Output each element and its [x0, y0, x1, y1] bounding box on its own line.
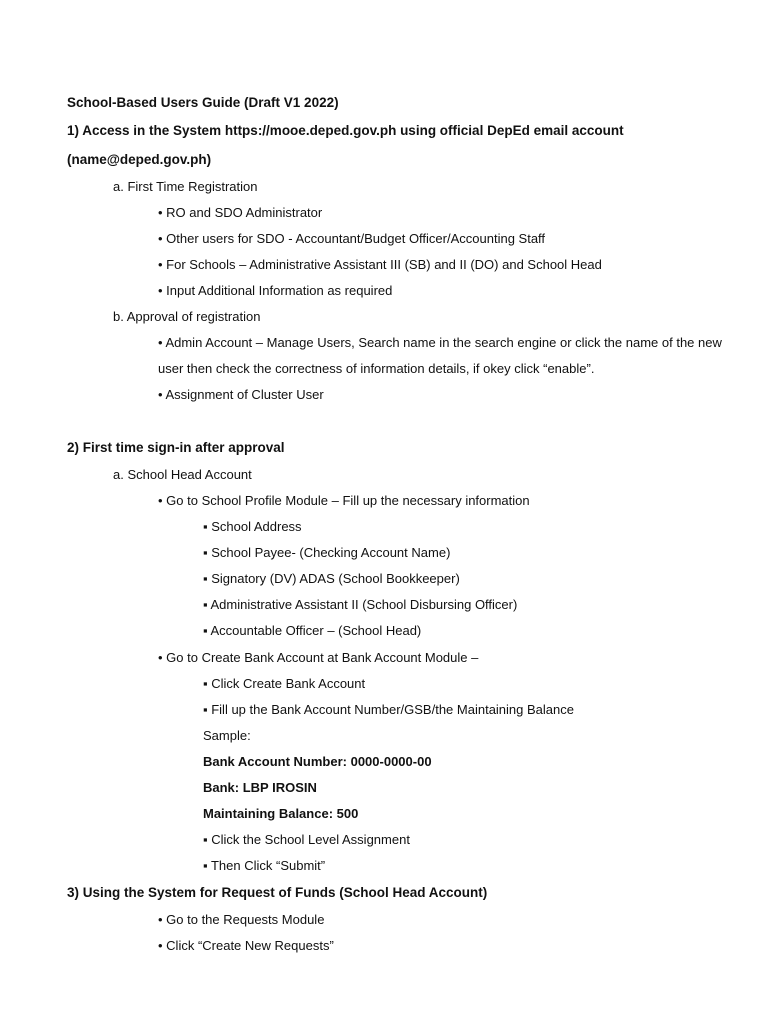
sample-line: Bank: LBP IROSIN — [203, 780, 317, 795]
first-time-registration-label: a. First Time Registration — [113, 179, 258, 194]
list-item: • RO and SDO Administrator — [158, 205, 323, 220]
list-item: • Other users for SDO - Accountant/Budget Officer/Accounting Staff — [158, 231, 546, 246]
list-item: • Go to School Profile Module – Fill up the necessary information — [158, 493, 530, 508]
sample-line: Bank Account Number: 0000-0000-00 — [203, 754, 432, 769]
document-title: School-Based Users Guide (Draft V1 2022) — [67, 95, 339, 110]
approval-registration-label: b. Approval of registration — [113, 309, 261, 324]
sub-list-item: ▪ Administrative Assistant II (School Disbursing Officer) — [203, 597, 518, 612]
sample-label: Sample: — [203, 728, 251, 743]
section-3-heading: 3) Using the System for Request of Funds (School Head Account) — [67, 885, 488, 900]
sub-list-item: ▪ Click the School Level Assignment — [203, 832, 410, 847]
list-item: • Admin Account – Manage Users, Search name in the search engine or click the name of the new — [158, 335, 722, 350]
list-item-cont: user then check the correctness of information details, if okey click “enable”. — [158, 361, 595, 376]
sub-list-item: ▪ Click Create Bank Account — [203, 676, 366, 691]
section-1-heading-cont: (name@deped.gov.ph) — [67, 152, 212, 167]
list-item: • Go to Create Bank Account at Bank Account Module – — [158, 650, 479, 665]
list-item: • Input Additional Information as required — [158, 283, 393, 298]
section-1-heading: 1) Access in the System https://mooe.deped.gov.ph using official DepEd email account — [67, 123, 624, 138]
list-item: • Go to the Requests Module — [158, 912, 325, 927]
sample-line: Maintaining Balance: 500 — [203, 806, 359, 821]
list-item: • For Schools – Administrative Assistant III (SB) and II (DO) and School Head — [158, 257, 602, 272]
sub-list-item: ▪ Then Click “Submit” — [203, 858, 326, 873]
school-head-account-label: a. School Head Account — [113, 467, 252, 482]
sub-list-item: ▪ Accountable Officer – (School Head) — [203, 623, 422, 638]
section-2-heading: 2) First time sign-in after approval — [67, 440, 285, 455]
sub-list-item: ▪ School Address — [203, 519, 302, 534]
sub-list-item: ▪ Fill up the Bank Account Number/GSB/the Maintaining Balance — [203, 702, 574, 717]
list-item: • Click “Create New Requests” — [158, 938, 334, 953]
sub-list-item: ▪ School Payee- (Checking Account Name) — [203, 545, 451, 560]
list-item: • Assignment of Cluster User — [158, 387, 324, 402]
sub-list-item: ▪ Signatory (DV) ADAS (School Bookkeeper) — [203, 571, 460, 586]
